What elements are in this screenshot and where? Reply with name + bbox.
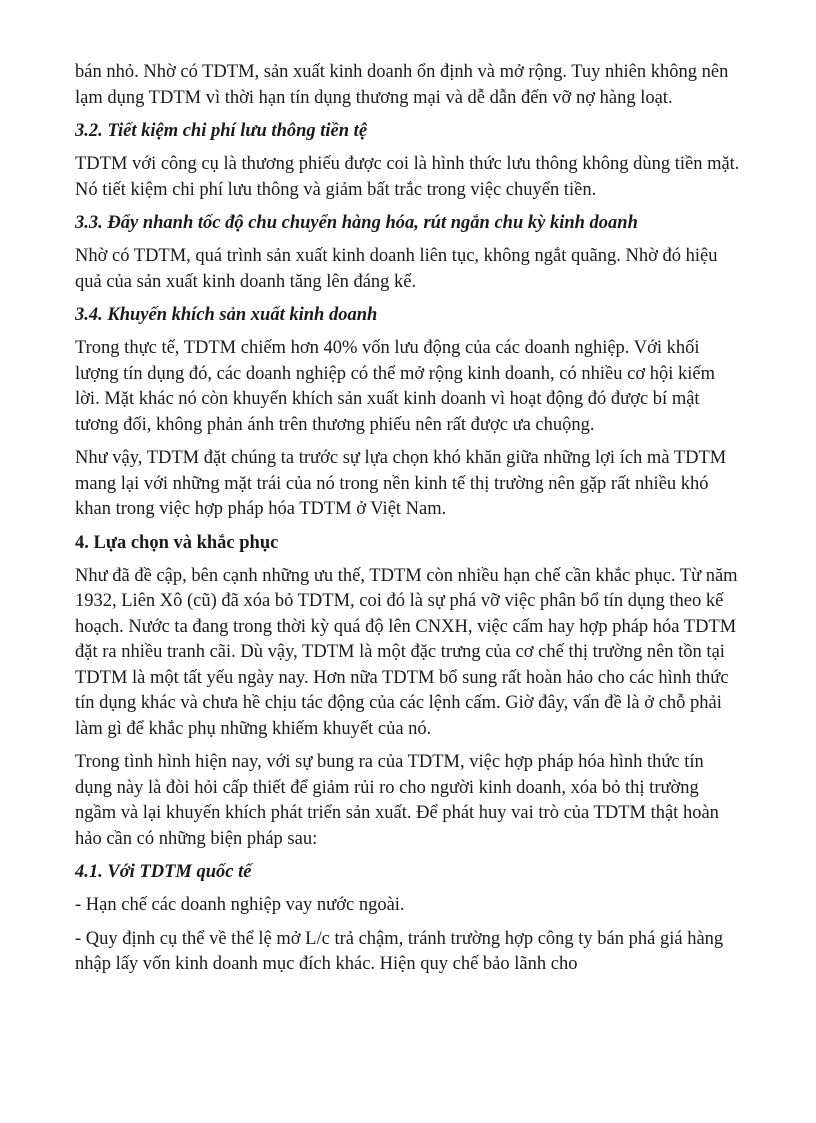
- paragraph-intro: bán nhỏ. Nhờ có TDTM, sản xuất kinh doanh ổn định và mở rộng. Tuy nhiên không nên lạm dụng TDTM vì thời hạn tín dụng thương mại và dễ dẫn đến vỡ nợ hàng loạt.: [75, 62, 729, 108]
- heading-3-3: 3.3. Đẩy nhanh tốc độ chu chuyển hàng hóa, rút ngắn chu kỳ kinh doanh: [75, 213, 638, 233]
- list-item-foreign-loans: - Hạn chế các doanh nghiệp vay nước ngoài.: [75, 895, 405, 915]
- paragraph-3-2: TDTM với công cụ là thương phiếu được coi là hình thức lưu thông không dùng tiền mặt. Nó tiết kiệm chi phí lưu thông và giảm bất trắc trong việc chuyển tiền.: [75, 154, 740, 200]
- paragraph-4-measures: Trong tình hình hiện nay, với sự bung ra của TDTM, việc hợp pháp hóa hình thức tín dụng này là đòi hỏi cấp thiết để giảm rủi ro cho người kinh doanh, xóa bỏ thị trường ngầm và lại khuyến khích phát triển sản xuất. Để phát huy vai trò của TDTM thật hoàn hảo cần có những biện pháp sau:: [75, 752, 719, 849]
- paragraph-4-intro: Như đã đề cập, bên cạnh những ưu thế, TDTM còn nhiều hạn chế cần khắc phục. Từ năm 1932, Liên Xô (cũ) đã xóa bỏ TDTM, coi đó là sự phá vỡ việc phân bổ tín dụng theo kế hoạch. Nước ta đang trong thời kỳ quá độ lên CNXH, việc cấm hay hợp pháp hóa TDTM đặt ra nhiều tranh cãi. Dù vậy, TDTM là một đặc trưng của cơ chế thị trường nên tồn tại TDTM là một tất yếu ngày nay. Hơn nữa TDTM bổ sung rất hoàn hảo cho các hình thức tín dụng khác và chưa hề chịu tác động của các lệnh cấm. Giờ đây, vấn đề là ở chỗ phải làm gì để khắc phụ những khiếm khuyết của nó.: [75, 565, 738, 739]
- heading-4-1: 4.1. Với TDTM quốc tế: [75, 862, 252, 882]
- list-item-lc-regulation: - Quy định cụ thể về thể lệ mở L/c trả chậm, tránh trường hợp công ty bán phá giá hàng nhập lấy vốn kinh doanh mục đích khác. Hiện quy chế bảo lãnh cho: [75, 928, 724, 974]
- heading-3-2: 3.2. Tiết kiệm chi phí lưu thông tiền tệ: [75, 121, 368, 141]
- paragraph-3-3: Nhờ có TDTM, quá trình sản xuất kinh doanh liên tục, không ngắt quãng. Nhờ đó hiệu quả của sản xuất kinh doanh tăng lên đáng kể.: [75, 246, 718, 292]
- paragraph-summary: Như vậy, TDTM đặt chúng ta trước sự lựa chọn khó khăn giữa những lợi ích mà TDTM mang lại với những mặt trái của nó trong nền kinh tế thị trường nên gặp rất nhiều khó khan trong việc hợp pháp hóa TDTM ở Việt Nam.: [75, 448, 727, 519]
- paragraph-3-4: Trong thực tế, TDTM chiếm hơn 40% vốn lưu động của các doanh nghiệp. Với khối lượng tín dụng đó, các doanh nghiệp có thể mở rộng kinh doanh, có nhiều cơ hội kiếm lời. Mặt khác nó còn khuyến khích sản xuất kinh doanh vì hoạt động đó được bí mật tương đối, không phản ánh trên thương phiếu nên rất được ưa chuộng.: [75, 338, 715, 435]
- heading-4: 4. Lựa chọn và khắc phục: [75, 532, 279, 553]
- document-page: [75, 60, 741, 986]
- heading-3-4: 3.4. Khuyến khích sản xuất kinh doanh: [75, 305, 378, 325]
